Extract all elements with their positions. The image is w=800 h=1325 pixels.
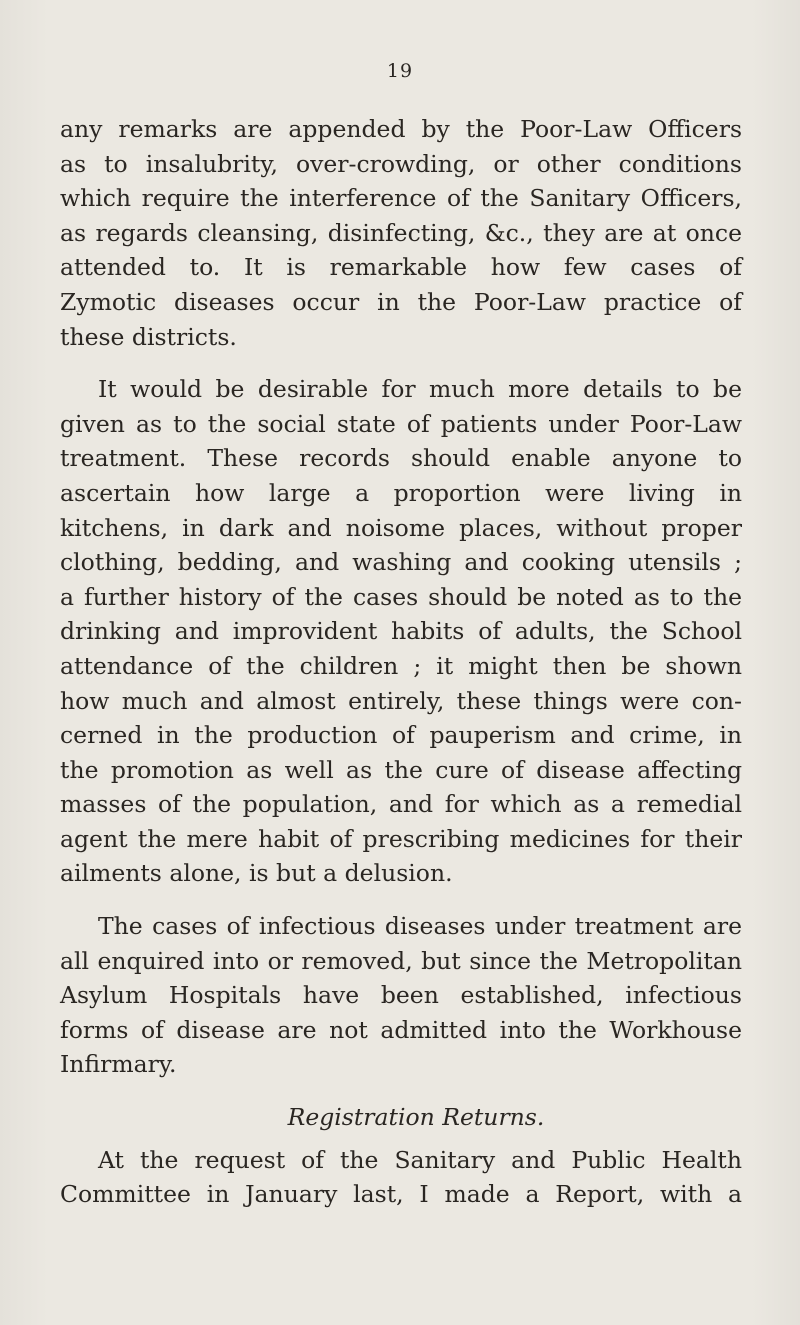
text-line: ascertain how large a proportion were living in bbox=[60, 478, 742, 507]
text-line: clothing, bedding, and washing and cooking utensils ; bbox=[60, 548, 742, 577]
text-line: kitchens, in dark and noisome places, without proper bbox=[60, 513, 742, 542]
text-line: given as to the social state of patients under Poor-Law bbox=[60, 409, 742, 438]
text-line: how much and almost entirely, these things were con- bbox=[60, 686, 742, 715]
text-line: drinking and improvident habits of adults, the School bbox=[60, 617, 742, 646]
paragraph-gap bbox=[60, 1082, 742, 1100]
paragraph-3 bbox=[60, 909, 742, 1082]
paragraph-2 bbox=[60, 372, 742, 891]
text-line: The cases of infectious diseases under treatment are bbox=[98, 912, 742, 941]
text-line: these districts. bbox=[60, 322, 237, 351]
paragraph-gap bbox=[60, 1135, 742, 1143]
page-number: 19 bbox=[386, 60, 414, 82]
text-line: a further history of the cases should be noted as to the bbox=[60, 582, 742, 611]
text-line: which require the interference of the Sanitary Officers, bbox=[60, 184, 742, 213]
text-line: masses of the population, and for which as a remedial bbox=[60, 790, 742, 819]
text-line: forms of disease are not admitted into the Workhouse bbox=[60, 1015, 742, 1044]
paragraph-4 bbox=[60, 1143, 742, 1212]
text-line: Zymotic diseases occur in the Poor-Law practice of bbox=[60, 287, 742, 316]
text-line: Committee in January last, I made a Report, with a bbox=[60, 1180, 742, 1209]
paragraph-gap bbox=[60, 354, 742, 372]
text-line: It would be desirable for much more details to be bbox=[98, 375, 742, 404]
text-line: Asylum Hospitals have been established, infectious bbox=[60, 981, 742, 1010]
text-line: cerned in the production of pauperism and crime, in bbox=[60, 721, 742, 750]
body-text bbox=[60, 112, 742, 1212]
text-line: attended to. It is remarkable how few cases of bbox=[60, 253, 742, 282]
paragraph-1 bbox=[60, 112, 742, 354]
paragraph-gap bbox=[60, 891, 742, 909]
text-line: agent the mere habit of prescribing medicines for their bbox=[60, 824, 742, 853]
section-heading: Registration Returns. bbox=[287, 1103, 545, 1132]
text-line: as to insalubrity, over-crowding, or other conditions bbox=[60, 149, 742, 178]
text-line: attendance of the children ; it might then be shown bbox=[60, 651, 742, 680]
text-line: Infirmary. bbox=[60, 1050, 177, 1079]
text-line: any remarks are appended by the Poor-Law Officers bbox=[60, 115, 742, 143]
text-line: ailments alone, is but a delusion. bbox=[60, 859, 453, 888]
text-line: all enquired into or removed, but since the Metropolitan bbox=[60, 946, 742, 975]
text-line: At the request of the Sanitary and Public Health bbox=[98, 1145, 742, 1174]
text-line: treatment. These records should enable anyone to bbox=[60, 444, 742, 473]
text-line: as regards cleansing, disinfecting, &c., they are at once bbox=[60, 218, 742, 247]
text-line: the promotion as well as the cure of disease affecting bbox=[60, 755, 742, 784]
